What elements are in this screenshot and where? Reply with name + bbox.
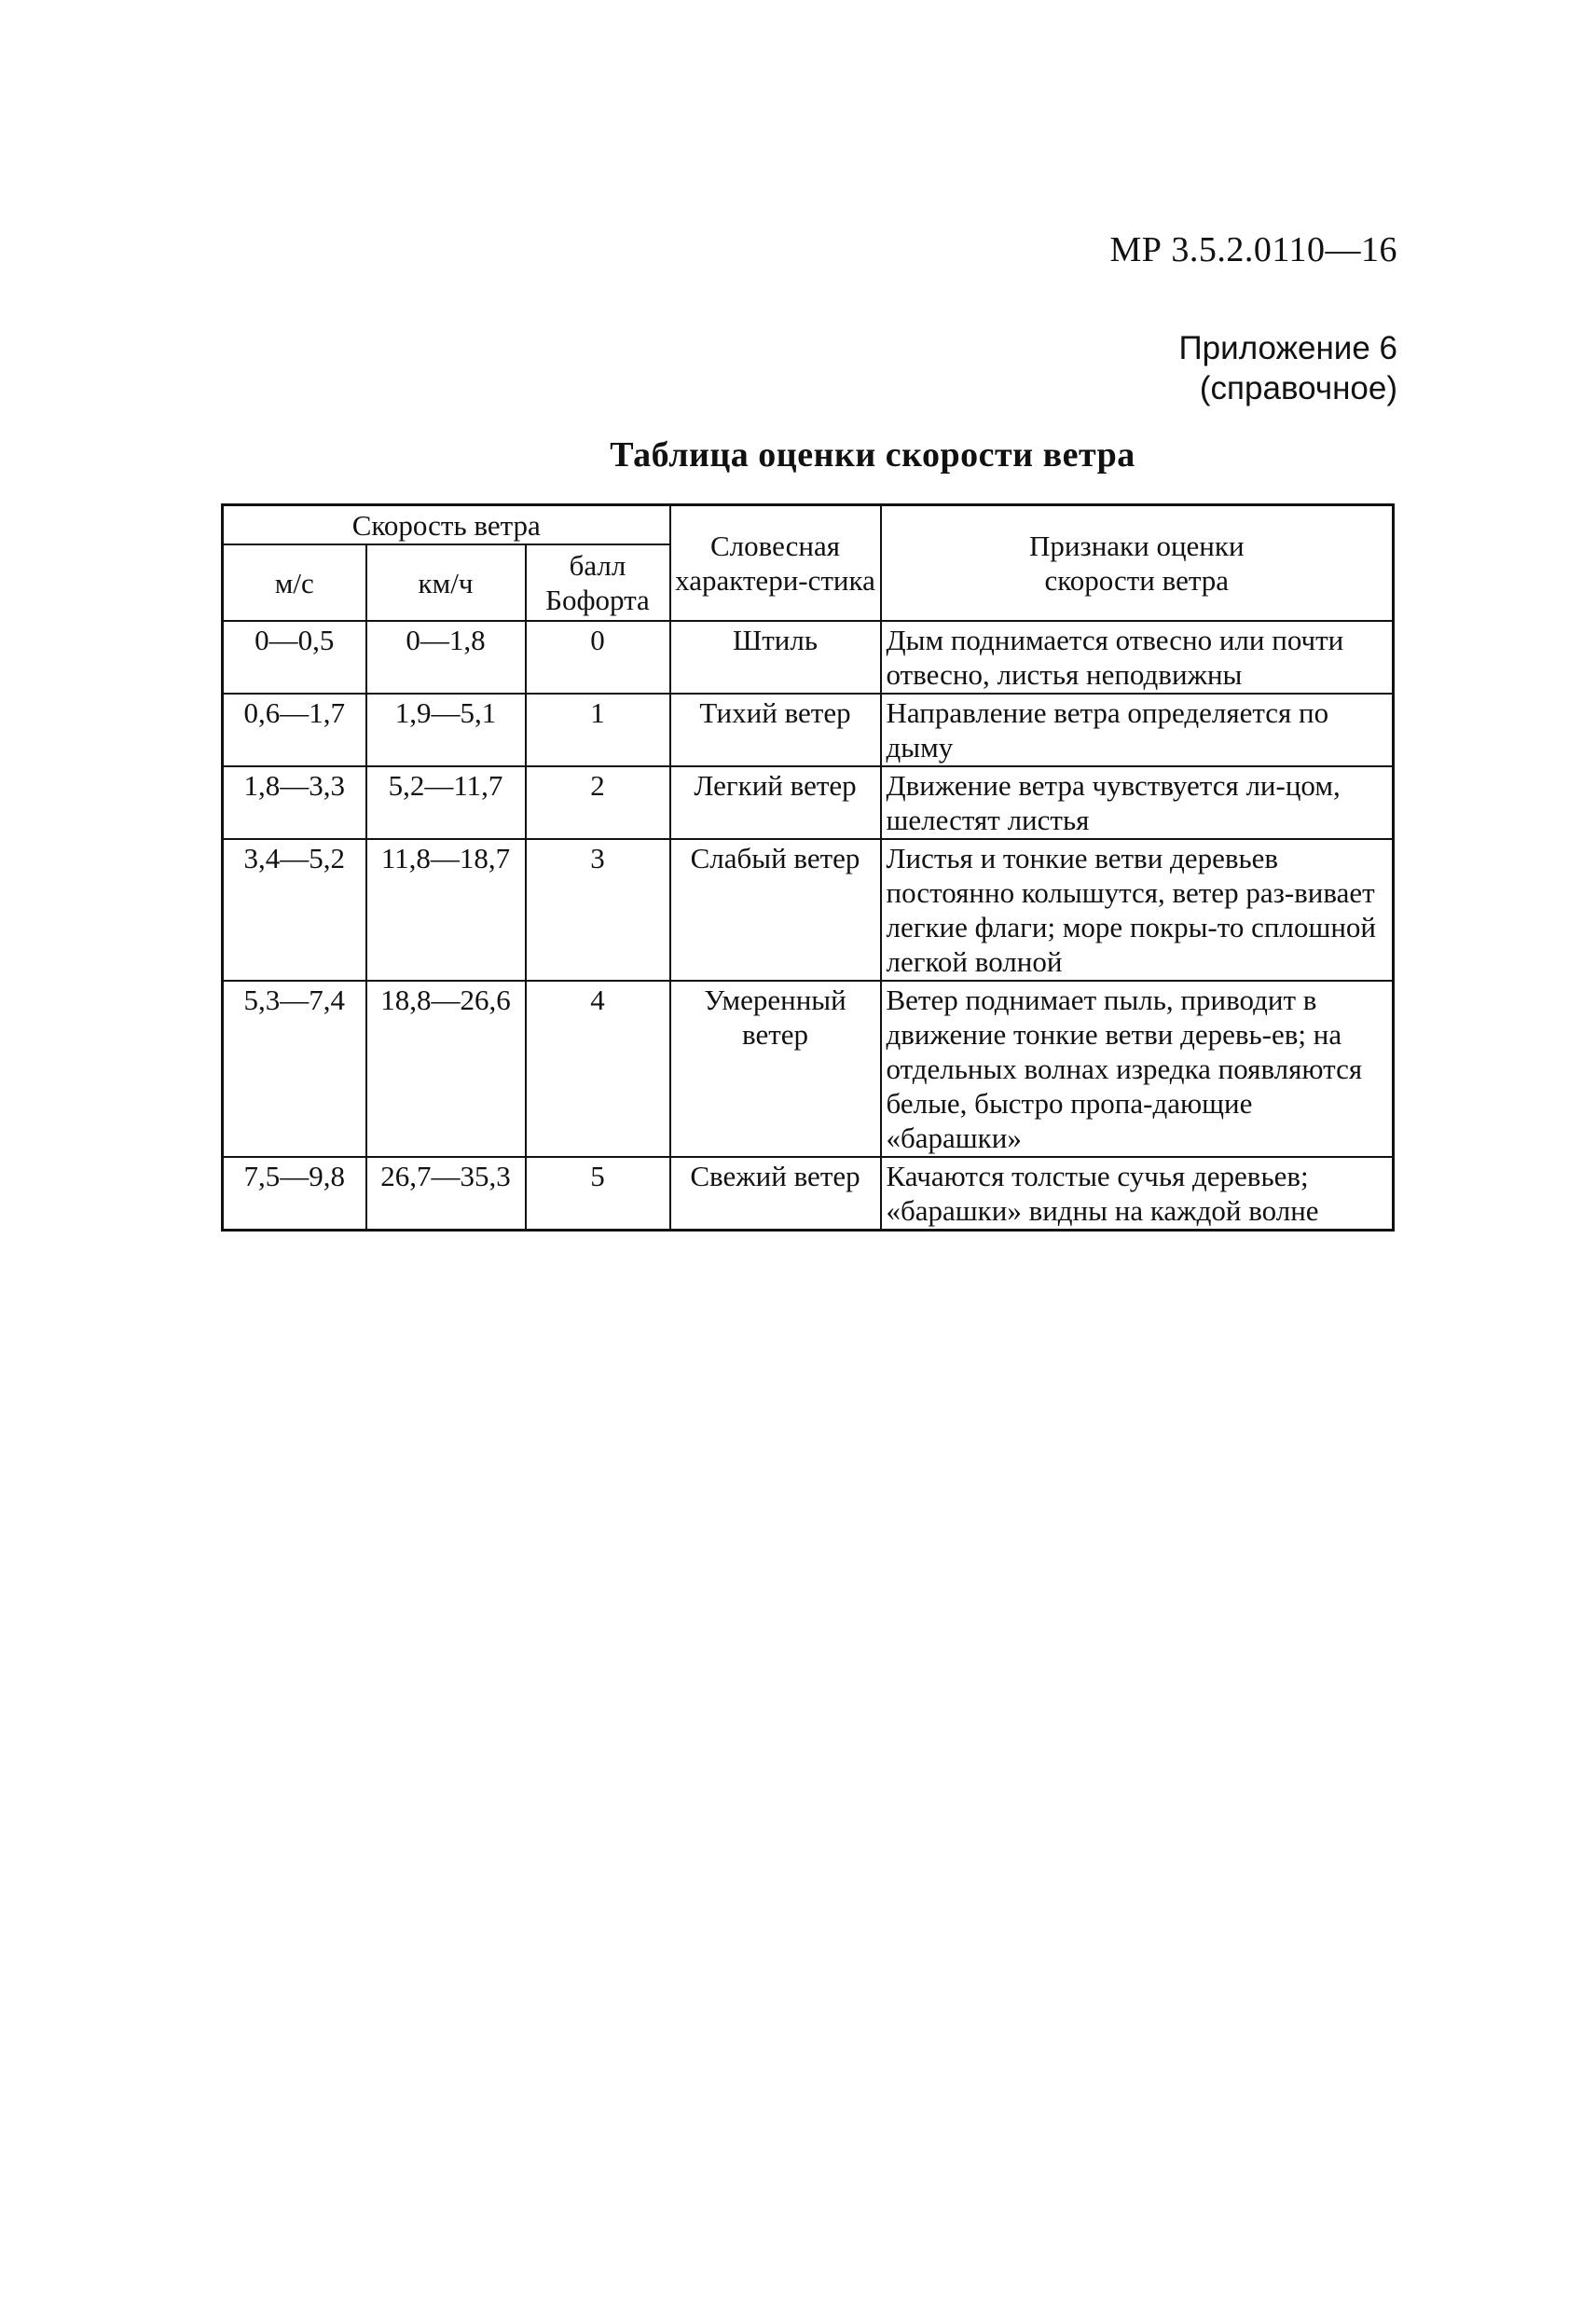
cell-beaufort: 1 (526, 694, 670, 766)
cell-beaufort: 4 (526, 981, 670, 1157)
cell-signs: Направление ветра определяется по дыму (881, 694, 1394, 766)
appendix-type: (справочное) (1199, 370, 1397, 406)
cell-signs: Движение ветра чувствуется ли-цом, шелестят листья (881, 766, 1394, 839)
cell-verbal: Легкий ветер (670, 766, 881, 839)
cell-kmh: 5,2—11,7 (366, 766, 526, 839)
header-row-top (223, 505, 1394, 545)
header-ms: м/с (223, 544, 366, 621)
document-code: МР 3.5.2.0110—16 (1109, 230, 1397, 269)
header-wind-speed: Скорость ветра (223, 505, 670, 545)
cell-ms: 0,6—1,7 (223, 694, 366, 766)
cell-kmh: 26,7—35,3 (366, 1157, 526, 1231)
cell-verbal: Тихий ветер (670, 694, 881, 766)
table-row (223, 981, 1394, 1157)
cell-beaufort: 0 (526, 621, 670, 694)
table-row (223, 766, 1394, 839)
table-title: Таблица оценки скорости ветра (610, 435, 1135, 475)
table-row (223, 1157, 1394, 1231)
cell-verbal: Свежий ветер (670, 1157, 881, 1231)
cell-beaufort: 3 (526, 839, 670, 981)
table-row (223, 839, 1394, 981)
cell-signs: Листья и тонкие ветви деревьев постоянно колышутся, ветер раз-вивает легкие флаги; море покры-то сплошной легкой волной (881, 839, 1394, 981)
header-beaufort: балл Бофорта (526, 544, 670, 621)
table-row (223, 621, 1394, 694)
cell-verbal: Умеренный ветер (670, 981, 881, 1157)
cell-ms: 7,5—9,8 (223, 1157, 366, 1231)
cell-kmh: 1,9—5,1 (366, 694, 526, 766)
cell-ms: 0—0,5 (223, 621, 366, 694)
header-signs: Признаки оценки скорости ветра (881, 505, 1394, 622)
table-row (223, 694, 1394, 766)
header-verbal: Словесная характери-стика (670, 505, 881, 622)
cell-beaufort: 5 (526, 1157, 670, 1231)
cell-ms: 5,3—7,4 (223, 981, 366, 1157)
cell-signs: Качаются толстые сучья деревьев; «барашки» видны на каждой волне (881, 1157, 1394, 1231)
cell-ms: 1,8—3,3 (223, 766, 366, 839)
cell-kmh: 11,8—18,7 (366, 839, 526, 981)
cell-verbal: Слабый ветер (670, 839, 881, 981)
cell-kmh: 18,8—26,6 (366, 981, 526, 1157)
cell-verbal: Штиль (670, 621, 881, 694)
cell-signs: Ветер поднимает пыль, приводит в движение тонкие ветви деревь-ев; на отдельных волнах изредка появляются белые, быстро пропа-дающие «барашки» (881, 981, 1394, 1157)
cell-signs: Дым поднимается отвесно или почти отвесно, листья неподвижны (881, 621, 1394, 694)
cell-kmh: 0—1,8 (366, 621, 526, 694)
cell-beaufort: 2 (526, 766, 670, 839)
appendix-label (1179, 328, 1397, 408)
header-kmh: км/ч (366, 544, 526, 621)
wind-speed-table (221, 503, 1395, 1232)
appendix-number: Приложение 6 (1178, 330, 1397, 366)
cell-ms: 3,4—5,2 (223, 839, 366, 981)
